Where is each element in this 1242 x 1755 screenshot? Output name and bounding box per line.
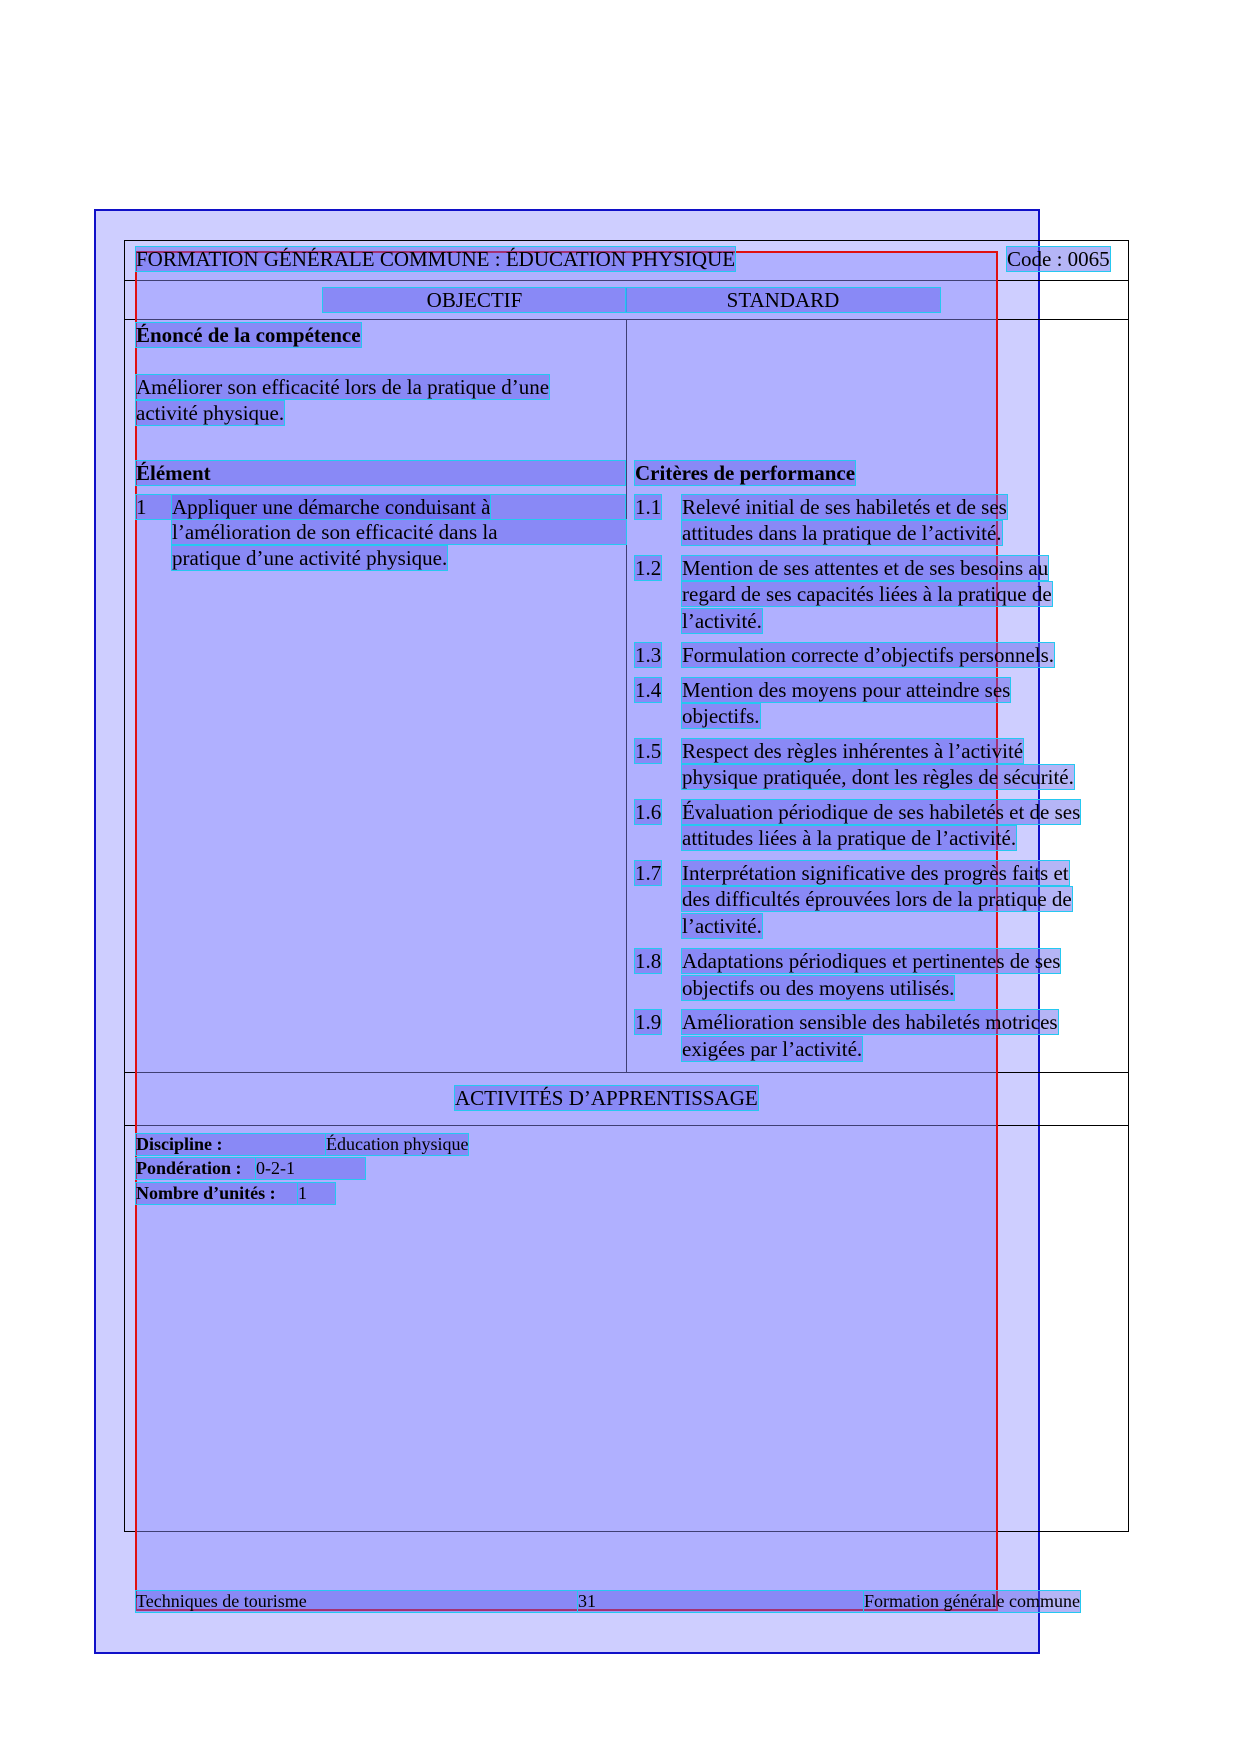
units-value: 1 [298,1183,335,1204]
discipline-value: Éducation physique [326,1134,469,1154]
criterion-number: 1.3 [635,643,662,667]
criterion-line: l’activité. [682,609,762,633]
criterion-line: des difficultés éprouvées lors de la pratique de [682,887,1072,911]
criterion-line: Mention de ses attentes et de ses besoins au [682,556,1049,580]
criterion-line: Formulation correcte d’objectifs personnels. [682,643,1055,667]
element-line: Appliquer une démarche conduisant à [172,495,491,519]
element-line: pratique d’une activité physique. [172,546,448,570]
competence-line: Améliorer son efficacité lors de la pratique d’une [136,375,550,399]
criterion-line: attitudes dans la pratique de l’activité. [682,521,1002,545]
criterion-number: 1.1 [635,495,662,519]
element-number: 1 [136,495,625,519]
criterion-line: Évaluation périodique de ses habiletés et de ses [682,800,1081,824]
element-line: l’amélioration de son efficacité dans la [172,520,626,544]
criterion-line: objectifs ou des moyens utilisés. [682,976,955,1000]
element-heading: Élément [136,461,625,485]
criterion-line: Relevé initial de ses habiletés et de ses [682,495,1007,519]
criterion-number: 1.8 [635,949,662,973]
footer-program: Techniques de tourisme [136,1591,577,1612]
criterion-line: attitudes liées à la pratique de l’activité. [682,826,1017,850]
criterion-number: 1.6 [635,800,662,824]
criterion-line: Amélioration sensible des habiletés motrices [682,1010,1058,1034]
ponderation-value: 0-2-1 [256,1158,365,1179]
activities-heading: ACTIVITÉS D’APPRENTISSAGE [455,1086,758,1110]
criterion-line: Respect des règles inhérentes à l’activité [682,739,1024,763]
criterion-number: 1.2 [635,556,662,580]
criterion-number: 1.9 [635,1010,662,1034]
footer-section: Formation générale commune [864,1591,1080,1611]
inner-region [135,251,998,1611]
criterion-number: 1.4 [635,678,662,702]
criterion-line: Mention des moyens pour atteindre ses [682,678,1011,702]
footer-page-number: 31 [578,1591,863,1612]
column-heading-objectif: OBJECTIF [323,288,626,312]
criterion-line: objectifs. [682,704,760,728]
criterion-line: l’activité. [682,914,762,938]
document-title: FORMATION GÉNÉRALE COMMUNE : ÉDUCATION PHYSIQUE [136,247,736,271]
criterion-number: 1.5 [635,739,662,763]
ponderation-label: Pondération : [136,1158,255,1179]
competence-line: activité physique. [136,401,285,425]
criterion-line: physique pratiquée, dont les règles de sécurité. [682,765,1074,789]
discipline-label: Discipline : [136,1134,325,1155]
column-heading-standard: STANDARD [626,288,940,312]
criteria-heading: Critères de performance [635,461,856,485]
units-label: Nombre d’unités : [136,1183,297,1204]
criterion-line: exigées par l’activité. [682,1037,863,1061]
criterion-line: Interprétation significative des progrès faits et [682,861,1069,885]
course-code: Code : 0065 [1007,247,1110,271]
criterion-number: 1.7 [635,861,662,885]
criterion-line: Adaptations périodiques et pertinentes de ses [682,949,1061,973]
criterion-line: regard de ses capacités liées à la pratique de [682,582,1052,606]
competence-heading: Énoncé de la compétence [136,323,361,347]
